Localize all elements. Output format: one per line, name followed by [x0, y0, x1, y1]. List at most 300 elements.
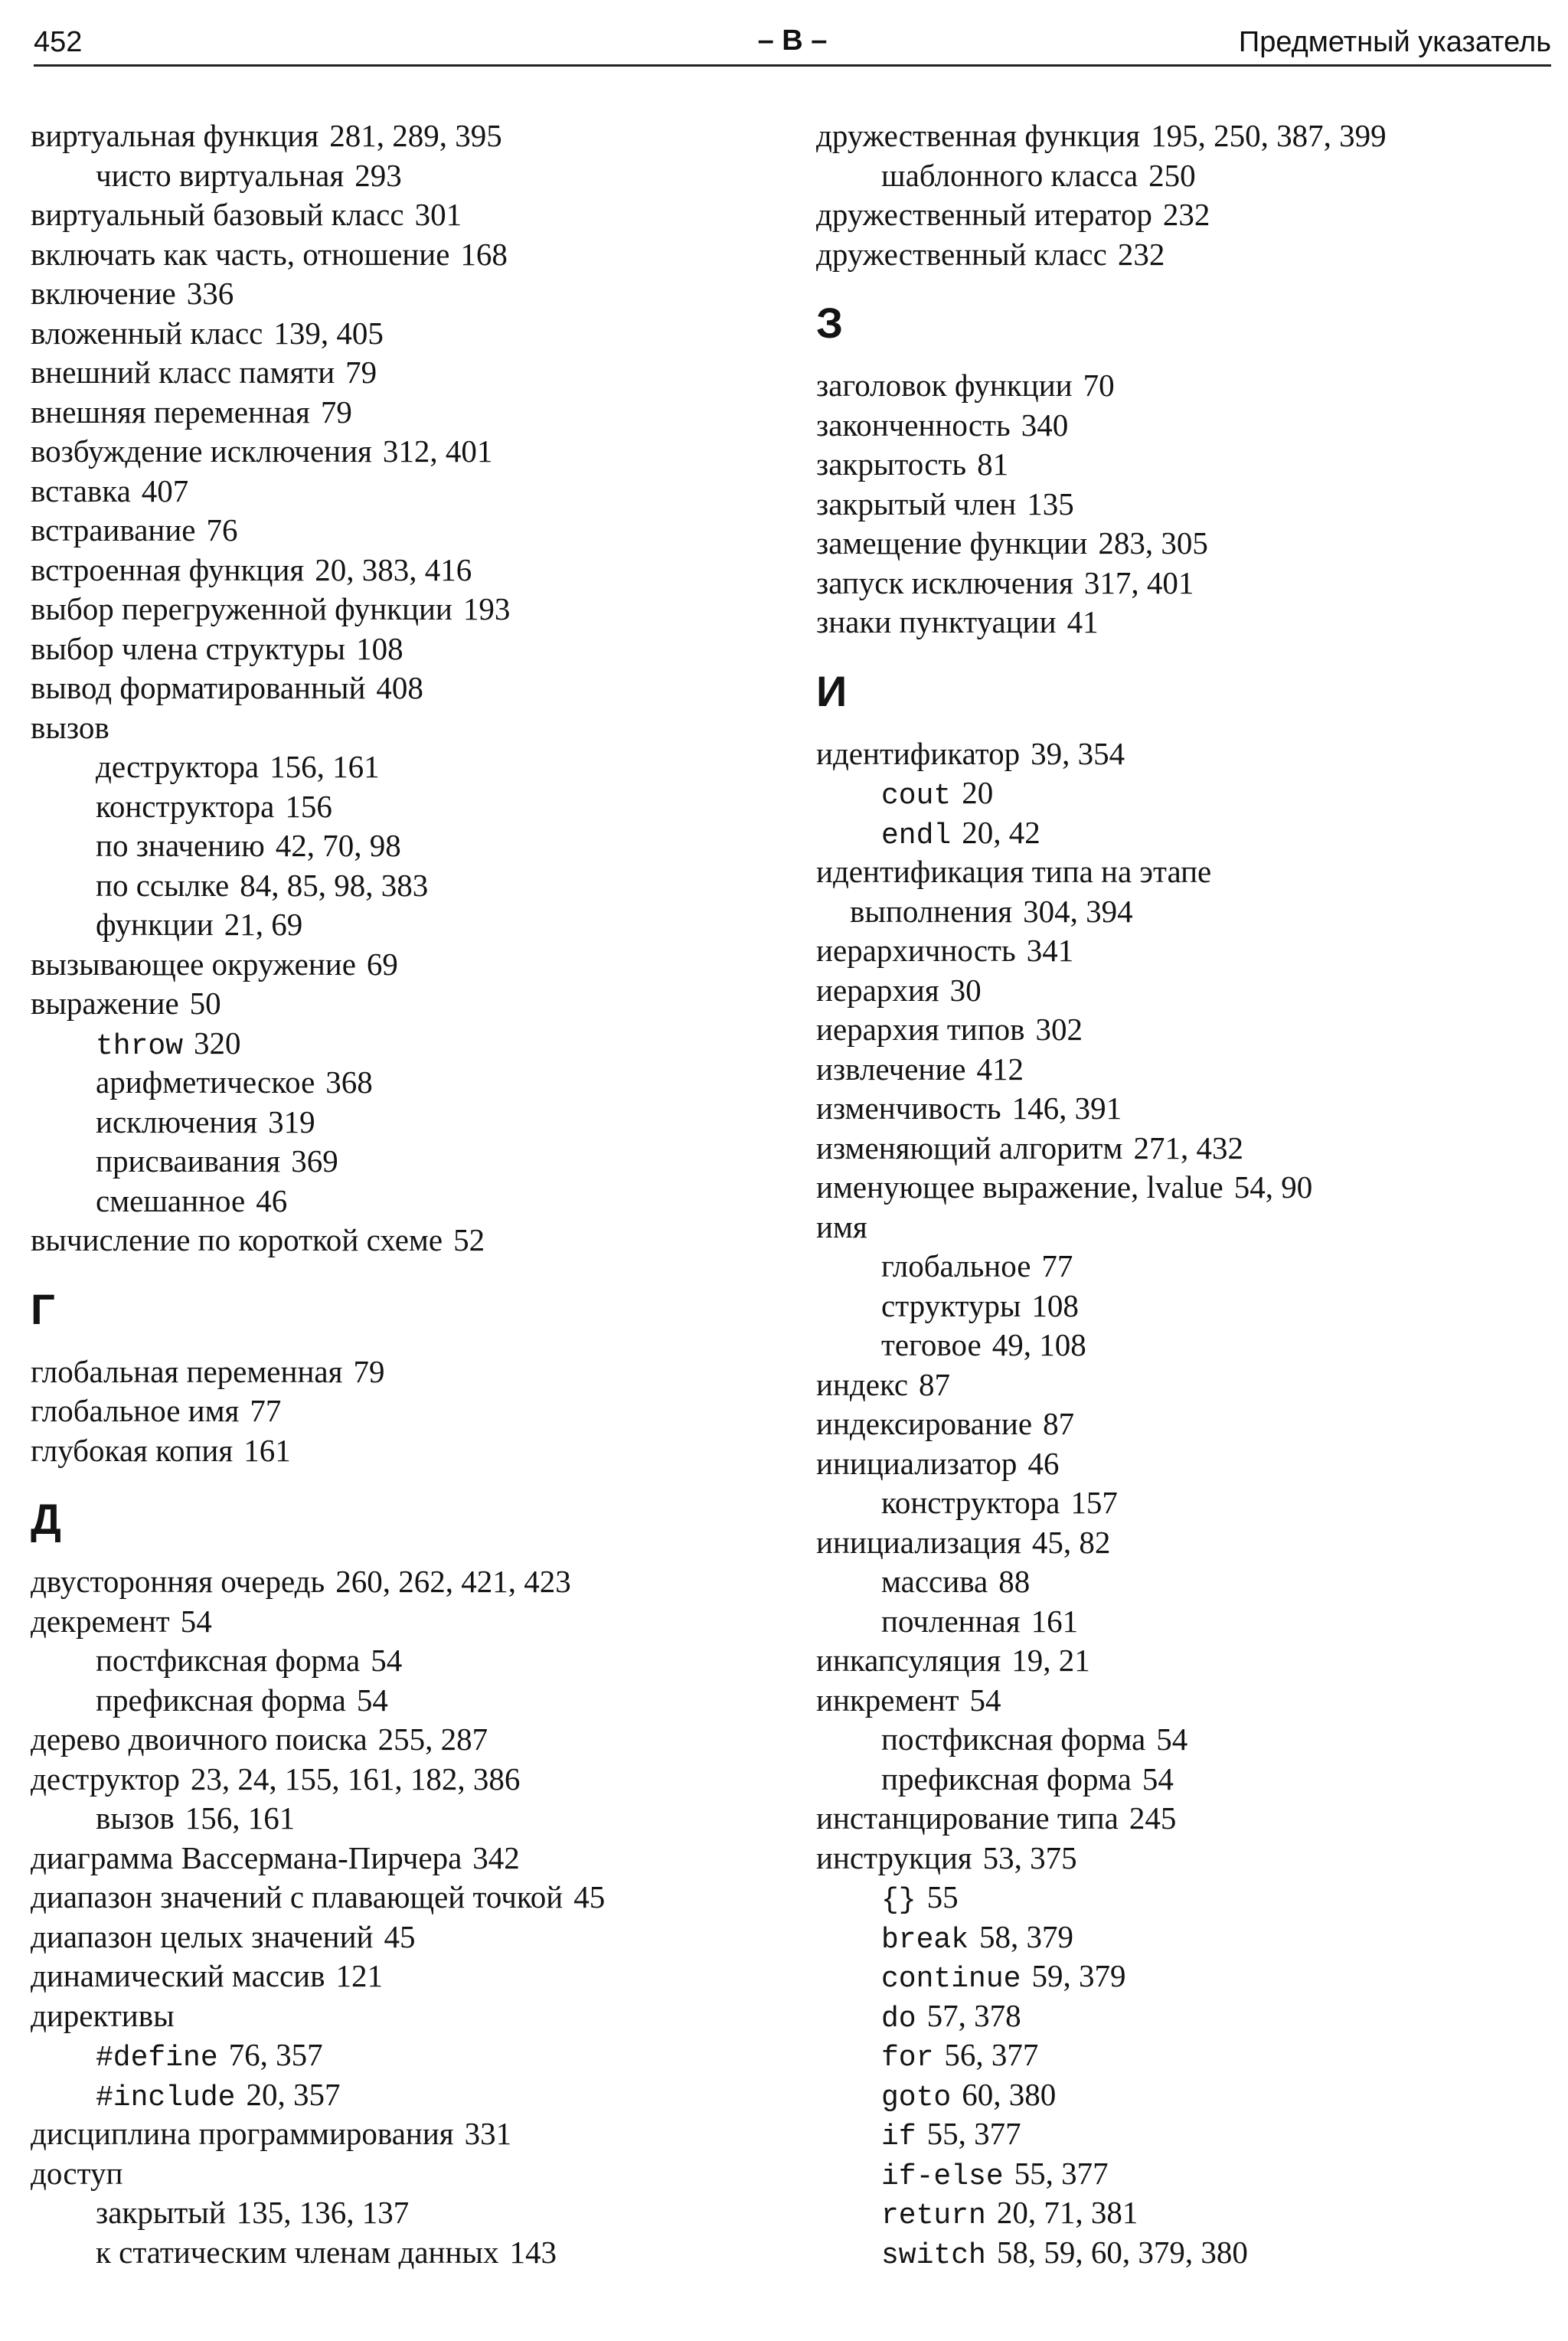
index-subentry [816, 156, 1551, 196]
index-entry [31, 2114, 789, 2154]
index-entry [816, 485, 1551, 525]
index-entry [31, 1352, 789, 1392]
entry-term: динамический массив [31, 1958, 325, 1993]
page-number: 452 [34, 26, 83, 58]
entry-term: по значению [96, 828, 265, 863]
entry-term: вложенный класс [31, 315, 263, 351]
entry-term: извлечение [816, 1051, 966, 1087]
index-subentry [816, 2035, 1551, 2075]
entry-term: внешний класс памяти [31, 355, 335, 390]
entry-term: continue [881, 1963, 1021, 1996]
entry-term: имя [816, 1208, 867, 1244]
entry-pages: 156, 161 [185, 1800, 296, 1836]
entry-pages: 20, 383, 416 [315, 551, 472, 587]
entry-term: диапазон значений с плавающей точкой [31, 1879, 564, 1914]
index-entry [31, 235, 789, 275]
entry-term: закрытый член [816, 486, 1017, 521]
index-entry [816, 1010, 1551, 1050]
entry-term: глубокая копия [31, 1432, 234, 1468]
entry-pages: 331 [464, 2116, 512, 2151]
entry-term: внешняя переменная [31, 394, 310, 430]
entry-term: выполнения [850, 893, 1013, 929]
entry-term: выбор члена структуры [31, 630, 346, 666]
index-subentry [816, 1483, 1551, 1523]
entry-pages: 341 [1026, 933, 1074, 968]
index-entry [816, 1050, 1551, 1090]
entry-pages: 79 [320, 394, 352, 430]
entry-pages: 54 [180, 1603, 212, 1639]
index-entry [31, 1602, 789, 1642]
entry-pages: 336 [186, 276, 234, 311]
index-entry [31, 1431, 789, 1471]
entry-term: замещение функции [816, 525, 1088, 561]
index-entry [31, 511, 789, 551]
entry-term: возбуждение исключения [31, 433, 372, 469]
index-entry [816, 931, 1551, 971]
index-entry [816, 406, 1551, 446]
section-letter: – В – [757, 25, 828, 57]
index-subentry [816, 2114, 1551, 2154]
entry-term: изменяющий алгоритм [816, 1130, 1123, 1166]
entry-term: постфиксная форма [881, 1721, 1146, 1757]
entry-pages: 108 [1031, 1287, 1079, 1323]
index-entry [31, 984, 789, 1024]
entry-pages: 30 [949, 972, 982, 1008]
index-subentry [31, 2075, 789, 2115]
index-entry [31, 945, 789, 985]
entry-pages: 79 [345, 355, 377, 390]
index-subentry [31, 787, 789, 827]
entry-term: #define [96, 2042, 218, 2075]
entry-term: структуры [881, 1287, 1021, 1323]
entry-pages: 57, 378 [926, 1997, 1021, 2033]
entry-term: #include [96, 2081, 236, 2114]
entry-pages: 45 [573, 1879, 606, 1914]
entry-term: вызов [31, 709, 109, 745]
entry-term: иерархия [816, 972, 939, 1008]
entry-pages: 293 [354, 157, 402, 193]
entry-pages: 156 [285, 788, 332, 824]
index-entry [816, 524, 1551, 564]
index-subentry [31, 866, 789, 906]
index-subentry [31, 1681, 789, 1721]
entry-pages: 168 [460, 236, 508, 272]
entry-term: иерархия типов [816, 1012, 1025, 1047]
index-entry [816, 734, 1551, 774]
entry-term: выражение [31, 986, 179, 1021]
index-entry [31, 1391, 789, 1431]
entry-term: по ссылке [96, 867, 230, 903]
entry-pages: 42, 70, 98 [275, 828, 401, 863]
index-entry [816, 1365, 1551, 1405]
entry-pages: 76 [206, 512, 238, 548]
entry-term: goto [881, 2081, 952, 2114]
entry-pages: 55 [926, 1879, 959, 1914]
index-entry [31, 629, 789, 669]
entry-pages: 21, 69 [224, 907, 303, 942]
entry-term: конструктора [96, 788, 275, 824]
index-subentry [31, 156, 789, 196]
entry-term: вывод форматированный [31, 670, 366, 705]
index-entry [31, 1720, 789, 1760]
entry-pages: 88 [998, 1564, 1031, 1599]
index-entry [816, 603, 1551, 642]
entry-pages: 340 [1021, 407, 1069, 443]
entry-pages: 79 [353, 1353, 385, 1389]
entry-term: префиксная форма [881, 1761, 1132, 1797]
entry-term: вычисление по короткой схеме [31, 1222, 443, 1257]
entry-pages: 58, 379 [979, 1918, 1074, 1954]
entry-pages: 271, 432 [1133, 1130, 1243, 1166]
entry-term: заголовок функции [816, 368, 1073, 403]
entry-pages: 156, 161 [270, 749, 380, 784]
entry-term: диапазон целых значений [31, 1918, 374, 1954]
entry-pages: 23, 24, 155, 161, 182, 386 [190, 1761, 521, 1797]
entry-pages: 319 [268, 1103, 315, 1139]
entry-pages: 146, 391 [1011, 1090, 1122, 1126]
entry-pages: 45, 82 [1031, 1524, 1111, 1560]
index-subentry [31, 2233, 789, 2273]
entry-term: диаграмма Вассермана-Пирчера [31, 1839, 462, 1875]
index-subentry [816, 1602, 1551, 1642]
index-entry [816, 1839, 1551, 1878]
entry-pages: 55, 377 [1014, 2155, 1109, 2191]
index-subentry [816, 1996, 1551, 2036]
entry-pages: 232 [1162, 197, 1210, 232]
entry-term: {} [881, 1884, 916, 1917]
index-entry [31, 1996, 789, 2036]
index-entry [31, 2154, 789, 2194]
entry-pages: 56, 377 [944, 2037, 1039, 2072]
letter-heading: Д [31, 1495, 61, 1543]
entry-term: глобальное [881, 1248, 1031, 1283]
entry-term: виртуальный базовый класс [31, 197, 404, 232]
entry-term: for [881, 2042, 934, 2075]
entry-pages: 232 [1117, 236, 1165, 272]
entry-term: массива [881, 1564, 988, 1599]
entry-term: выбор перегруженной функции [31, 591, 452, 626]
entry-term: иерархичность [816, 933, 1016, 968]
index-subentry [31, 2035, 789, 2075]
index-entry [31, 708, 789, 748]
entry-term: присваивания [96, 1143, 281, 1179]
index-entry [31, 551, 789, 590]
entry-pages: 135, 136, 137 [236, 2195, 410, 2230]
index-entry [31, 1221, 789, 1260]
entry-term: if-else [881, 2160, 1004, 2193]
entry-term: доступ [31, 2155, 123, 2191]
entry-pages: 20 [962, 775, 994, 810]
index-subentry [31, 1182, 789, 1221]
entry-term: директивы [31, 1997, 175, 2033]
index-subentry [816, 2193, 1551, 2233]
entry-term: декремент [31, 1603, 170, 1639]
entry-term: знаки пунктуации [816, 604, 1057, 639]
index-subentry [816, 1247, 1551, 1287]
index-entry [31, 195, 789, 235]
index-entry [816, 564, 1551, 603]
entry-term: глобальное имя [31, 1393, 240, 1428]
entry-term: постфиксная форма [96, 1643, 361, 1678]
index-subentry [31, 1063, 789, 1103]
letter-heading: З [816, 299, 844, 347]
entry-term: встроенная функция [31, 551, 305, 587]
entry-term: throw [96, 1029, 184, 1063]
entry-term: do [881, 2002, 916, 2035]
entry-pages: 84, 85, 98, 383 [240, 867, 429, 903]
index-entry [31, 274, 789, 314]
entry-pages: 39, 354 [1031, 735, 1125, 771]
index-entry [31, 1562, 789, 1602]
entry-pages: 135 [1027, 486, 1074, 521]
entry-pages: 54 [356, 1682, 388, 1718]
entry-term: закрытый [96, 2195, 226, 2230]
index-subentry [31, 905, 789, 945]
entry-pages: 304, 394 [1023, 893, 1133, 929]
entry-term: запуск исключения [816, 564, 1073, 600]
index-entry [816, 445, 1551, 485]
entry-term: вызывающее окружение [31, 946, 356, 982]
index-entry [31, 1878, 789, 1918]
entry-pages: 60, 380 [962, 2076, 1057, 2112]
entry-pages: 195, 250, 387, 399 [1151, 118, 1387, 153]
index-subentry [31, 2193, 789, 2233]
entry-pages: 407 [141, 472, 189, 508]
index-entry [816, 1681, 1551, 1721]
entry-term: виртуальная функция [31, 118, 319, 153]
entry-term: конструктора [881, 1485, 1060, 1520]
entry-term: законченность [816, 407, 1011, 443]
entry-pages: 317, 401 [1083, 564, 1194, 600]
index-entry [816, 1641, 1551, 1681]
entry-term: деструктора [96, 749, 260, 784]
entry-pages: 19, 21 [1011, 1643, 1090, 1678]
entry-pages: 283, 305 [1098, 525, 1208, 561]
entry-pages: 245 [1129, 1800, 1177, 1836]
entry-term: арифметическое [96, 1064, 315, 1100]
entry-pages: 412 [976, 1051, 1024, 1087]
entry-term: исключения [96, 1103, 258, 1139]
entry-pages: 108 [356, 630, 403, 666]
entry-term: дружественный класс [816, 236, 1107, 272]
entry-pages: 70 [1083, 368, 1115, 403]
index-entry [816, 116, 1551, 156]
entry-pages: 193 [462, 591, 511, 626]
index-entry [31, 669, 789, 708]
entry-term: теговое [881, 1327, 982, 1362]
index-subentry [816, 1760, 1551, 1800]
index-subentry [816, 2233, 1551, 2273]
index-subentry [816, 1562, 1551, 1602]
entry-pages: 368 [325, 1064, 373, 1100]
entry-pages: 54, 90 [1233, 1169, 1313, 1205]
index-entry [816, 1523, 1551, 1563]
index-subentry [31, 1641, 789, 1681]
entry-pages: 77 [1041, 1248, 1073, 1283]
index-column-left [31, 116, 789, 2272]
entry-term: инструкция [816, 1839, 972, 1875]
entry-term: шаблонного класса [881, 157, 1138, 193]
letter-heading: Г [31, 1284, 55, 1333]
index-subentry [816, 1720, 1551, 1760]
entry-pages: 143 [509, 2234, 557, 2270]
index-entry [31, 590, 789, 629]
entry-term: смешанное [96, 1182, 246, 1218]
entry-pages: 81 [977, 446, 1009, 482]
header-rule [34, 64, 1551, 67]
entry-term: switch [881, 2238, 986, 2272]
entry-pages: 53, 375 [982, 1839, 1077, 1875]
entry-term: к статическим членам данных [96, 2234, 499, 2270]
index-subentry [816, 2154, 1551, 2194]
letter-heading: И [816, 666, 848, 715]
index-entry [31, 1918, 789, 1957]
page-header [34, 20, 1551, 61]
index-entry [816, 971, 1551, 1011]
entry-pages: 302 [1035, 1012, 1083, 1047]
entry-pages: 20, 357 [246, 2076, 341, 2112]
index-entry [31, 353, 789, 393]
entry-pages: 87 [919, 1366, 951, 1402]
index-entry [31, 1957, 789, 1996]
entry-pages: 20, 71, 381 [996, 2195, 1138, 2230]
entry-pages: 52 [453, 1222, 485, 1257]
entry-term: закрытость [816, 446, 967, 482]
index-entry [816, 1168, 1551, 1208]
entry-term: включение [31, 276, 176, 311]
entry-pages: 161 [1031, 1603, 1079, 1639]
entry-term: дружественная функция [816, 118, 1141, 153]
index-subentry [816, 892, 1551, 932]
entry-pages: 255, 287 [377, 1721, 488, 1757]
entry-pages: 320 [194, 1025, 241, 1061]
entry-pages: 281, 289, 395 [329, 118, 502, 153]
entry-pages: 342 [472, 1839, 520, 1875]
entry-pages: 250 [1148, 157, 1196, 193]
entry-pages: 161 [243, 1432, 291, 1468]
entry-pages: 369 [291, 1143, 338, 1179]
index-entry [31, 472, 789, 512]
entry-term: инстанцирование типа [816, 1800, 1119, 1836]
entry-term: идентификатор [816, 735, 1021, 771]
entry-pages: 41 [1067, 604, 1099, 639]
index-subentry [816, 1957, 1551, 1996]
entry-term: break [881, 1923, 969, 1957]
entry-term: инициализатор [816, 1445, 1018, 1481]
entry-term: cout [881, 780, 952, 812]
index-subentry [816, 773, 1551, 813]
index-entry [31, 432, 789, 472]
index-subentry [816, 1878, 1551, 1918]
entry-term: именующее выражение, lvalue [816, 1169, 1223, 1205]
index-subentry [31, 1024, 789, 1064]
index-entry [816, 1129, 1551, 1169]
index-entry [31, 1760, 789, 1800]
index-entry [31, 1839, 789, 1878]
index-subentry [816, 813, 1551, 853]
index-entry [816, 1208, 1551, 1247]
entry-term: почленная [881, 1603, 1021, 1639]
entry-term: включать как часть, отношение [31, 236, 450, 272]
entry-term: изменчивость [816, 1090, 1001, 1126]
entry-pages: 46 [1027, 1445, 1060, 1481]
entry-term: return [881, 2199, 986, 2232]
index-subentry [816, 1287, 1551, 1326]
entry-term: деструктор [31, 1761, 180, 1797]
entry-pages: 87 [1043, 1406, 1075, 1441]
entry-pages: 50 [189, 986, 221, 1021]
entry-pages: 46 [256, 1182, 288, 1218]
index-entry [816, 1799, 1551, 1839]
entry-pages: 157 [1070, 1485, 1118, 1520]
entry-term: вставка [31, 472, 131, 508]
entry-term: инкремент [816, 1682, 959, 1718]
entry-pages: 45 [384, 1918, 416, 1954]
index-entry [816, 852, 1551, 892]
index-subentry [816, 1918, 1551, 1957]
index-subentry [816, 1326, 1551, 1365]
index-entry [816, 1089, 1551, 1129]
entry-term: дерево двоичного поиска [31, 1721, 368, 1757]
entry-pages: 260, 262, 421, 423 [335, 1564, 571, 1599]
entry-pages: 55, 377 [926, 2116, 1021, 2151]
entry-term: функции [96, 907, 214, 942]
index-subentry [31, 826, 789, 866]
index-subentry [31, 1142, 789, 1182]
index-subentry [31, 1799, 789, 1839]
entry-term: индекс [816, 1366, 909, 1402]
entry-pages: 301 [414, 197, 462, 232]
entry-pages: 58, 59, 60, 379, 380 [996, 2234, 1248, 2270]
index-subentry [31, 747, 789, 787]
running-title: Предметный указатель [1238, 26, 1551, 58]
entry-pages: 408 [376, 670, 423, 705]
index-column-right [816, 116, 1551, 2272]
entry-term: инициализация [816, 1524, 1021, 1560]
entry-term: endl [881, 819, 952, 852]
entry-pages: 312, 401 [382, 433, 493, 469]
entry-term: чисто виртуальная [96, 157, 345, 193]
index-subentry [816, 2075, 1551, 2115]
entry-pages: 54 [1156, 1721, 1188, 1757]
index-entry [816, 1444, 1551, 1484]
entry-pages: 77 [250, 1393, 282, 1428]
index-subentry [31, 1103, 789, 1143]
index-entry [816, 1404, 1551, 1444]
entry-pages: 54 [371, 1643, 403, 1678]
entry-pages: 49, 108 [991, 1327, 1086, 1362]
entry-pages: 54 [969, 1682, 1001, 1718]
entry-term: двусторонняя очередь [31, 1564, 325, 1599]
entry-pages: 139, 405 [273, 315, 384, 351]
index-entry [31, 314, 789, 354]
entry-pages: 76, 357 [228, 2037, 323, 2072]
index-entry [31, 393, 789, 433]
entry-term: инкапсуляция [816, 1643, 1001, 1678]
entry-term: префиксная форма [96, 1682, 346, 1718]
entry-term: if [881, 2120, 916, 2153]
index-entry [816, 366, 1551, 406]
entry-term: дисциплина программирования [31, 2116, 454, 2151]
entry-term: вызов [96, 1800, 175, 1836]
entry-pages: 20, 42 [962, 814, 1040, 850]
entry-term: идентификация типа на этапе [816, 854, 1212, 889]
entry-pages: 69 [366, 946, 398, 982]
entry-term: дружественный итератор [816, 197, 1152, 232]
index-entry [816, 195, 1551, 235]
index-entry [31, 116, 789, 156]
index-entry [816, 235, 1551, 275]
